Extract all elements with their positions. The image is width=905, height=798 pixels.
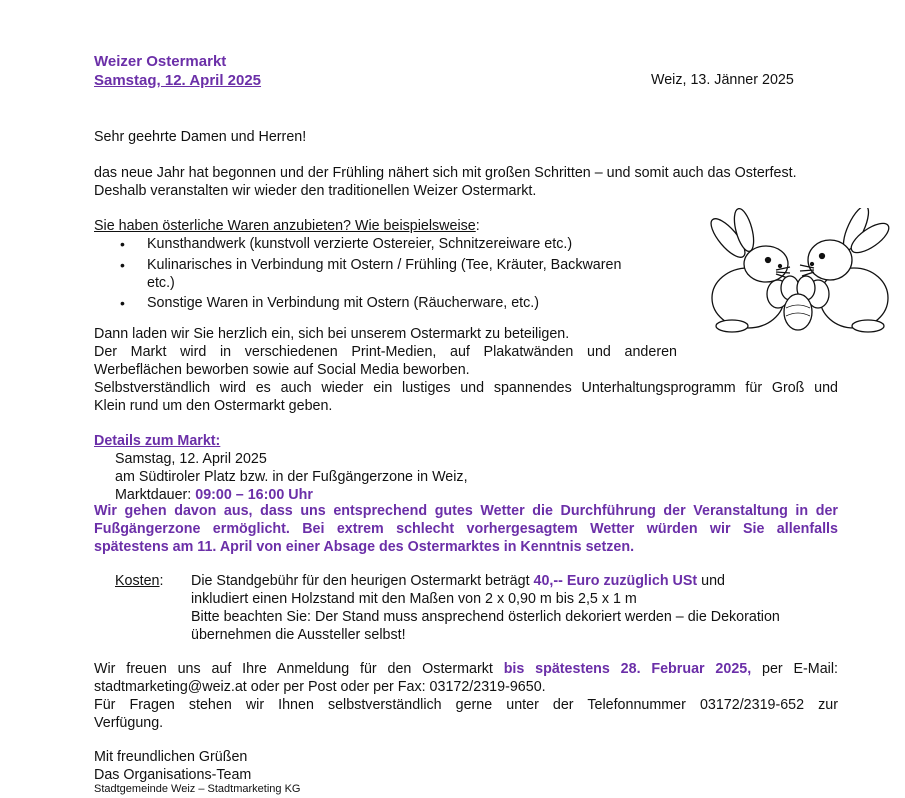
registration-line-4: Verfügung. bbox=[94, 715, 164, 731]
registration-line-2: stadtmarketing@weiz.at oder per Post oder per Fax: 03172/2319-9650. bbox=[94, 679, 546, 695]
bullet-icon: • bbox=[120, 295, 125, 311]
costs-label-colon: : bbox=[159, 573, 164, 589]
offer-heading-text: Sie haben österliche Waren anzubieten? Wie beispielsweise bbox=[94, 218, 476, 234]
offer-heading bbox=[94, 218, 480, 234]
event-date-heading: Samstag, 12. April 2025 bbox=[94, 72, 262, 89]
costs-label bbox=[115, 573, 164, 589]
invite-line-1: Dann laden wir Sie herzlich ein, sich bei unserem Ostermarkt zu beteiligen. bbox=[94, 326, 570, 342]
offer-item: Kulinarisches in Verbindung mit Ostern / Frühling (Tee, Kräuter, Backwaren bbox=[147, 257, 622, 273]
intro-line-2: Deshalb veranstalten wir wieder den traditionellen Weizer Ostermarkt. bbox=[94, 183, 537, 199]
closing-organization: Stadtgemeinde Weiz – Stadtmarketing KG bbox=[94, 783, 301, 795]
invite-line-2: Der Markt wird in verschiedenen Print-Medien, auf Plakatwänden und anderen bbox=[94, 344, 677, 360]
closing-regards: Mit freundlichen Grüßen bbox=[94, 749, 248, 765]
weather-line-3: spätestens am 11. April von einer Absage des Ostermarktes in Kenntnis setzen. bbox=[94, 539, 635, 555]
costs-line-2: inkludiert einen Holzstand mit den Maßen von 2 x 0,90 m bis 2,5 x 1 m bbox=[191, 591, 637, 607]
costs-text-end: und bbox=[697, 573, 725, 589]
invite-line-3: Werbeflächen beworben sowie auf Social Media beworben. bbox=[94, 362, 470, 378]
registration-line-3: Für Fragen stehen wir Ihnen selbstverständlich gerne unter der Telefonnummer 03172/2319-652 zur bbox=[94, 697, 838, 713]
invite-line-4: Selbstverständlich wird es auch wieder ein lustiges und spannendes Unterhaltungsprogramm für Groß und bbox=[94, 380, 838, 396]
easter-bunnies-with-eggs-icon bbox=[706, 208, 890, 336]
costs-label-text: Kosten bbox=[115, 573, 160, 589]
duration-value: 09:00 – 16:00 Uhr bbox=[195, 487, 313, 503]
details-heading: Details zum Markt: bbox=[94, 433, 221, 449]
bullet-icon: • bbox=[120, 236, 125, 252]
letter-date: Weiz, 13. Jänner 2025 bbox=[651, 72, 794, 88]
offer-heading-colon: : bbox=[475, 218, 480, 234]
registration-text: Wir freuen uns auf Ihre Anmeldung für den Ostermarkt bbox=[94, 661, 504, 677]
registration-deadline: bis spätestens 28. Februar 2025, bbox=[503, 661, 752, 677]
invite-line-5: Klein rund um den Ostermarkt geben. bbox=[94, 398, 333, 414]
details-date: Samstag, 12. April 2025 bbox=[115, 451, 267, 467]
offer-item-continued: etc.) bbox=[147, 275, 175, 291]
costs-line-4: übernehmen die Aussteller selbst! bbox=[191, 627, 406, 643]
intro-line-1: das neue Jahr hat begonnen und der Frühling nähert sich mit großen Schritten – und somit auch das Osterfest. bbox=[94, 165, 797, 181]
weather-line-2: Fußgängerzone ermöglicht. Bei extrem schlecht vorhergesagtem Wetter würden wir Sie allenfalls bbox=[94, 521, 838, 537]
offer-item: Sonstige Waren in Verbindung mit Ostern (Räucherware, etc.) bbox=[147, 295, 540, 311]
costs-amount: 40,-- Euro zuzüglich USt bbox=[533, 573, 698, 589]
registration-line-1 bbox=[94, 661, 838, 677]
closing-team: Das Organisations-Team bbox=[94, 767, 252, 783]
bullet-icon: • bbox=[120, 257, 125, 273]
weather-line-1: Wir gehen davon aus, dass uns entsprechend gutes Wetter die Durchführung der Veranstaltung in der bbox=[94, 503, 838, 519]
details-duration bbox=[115, 487, 313, 503]
event-title: Weizer Ostermarkt bbox=[94, 53, 227, 70]
details-location: am Südtiroler Platz bzw. in der Fußgängerzone in Weiz, bbox=[115, 469, 468, 485]
greeting: Sehr geehrte Damen und Herren! bbox=[94, 129, 307, 145]
offer-item: Kunsthandwerk (kunstvoll verzierte Ostereier, Schnitzereiware etc.) bbox=[147, 236, 573, 252]
registration-text-end: per E-Mail: bbox=[751, 661, 838, 677]
costs-text: Die Standgebühr für den heurigen Ostermarkt beträgt bbox=[191, 573, 534, 589]
costs-line-3: Bitte beachten Sie: Der Stand muss ansprechend österlich dekoriert werden – die Dekoration bbox=[191, 609, 780, 625]
duration-label: Marktdauer: bbox=[115, 487, 196, 503]
costs-line-1 bbox=[191, 573, 725, 589]
